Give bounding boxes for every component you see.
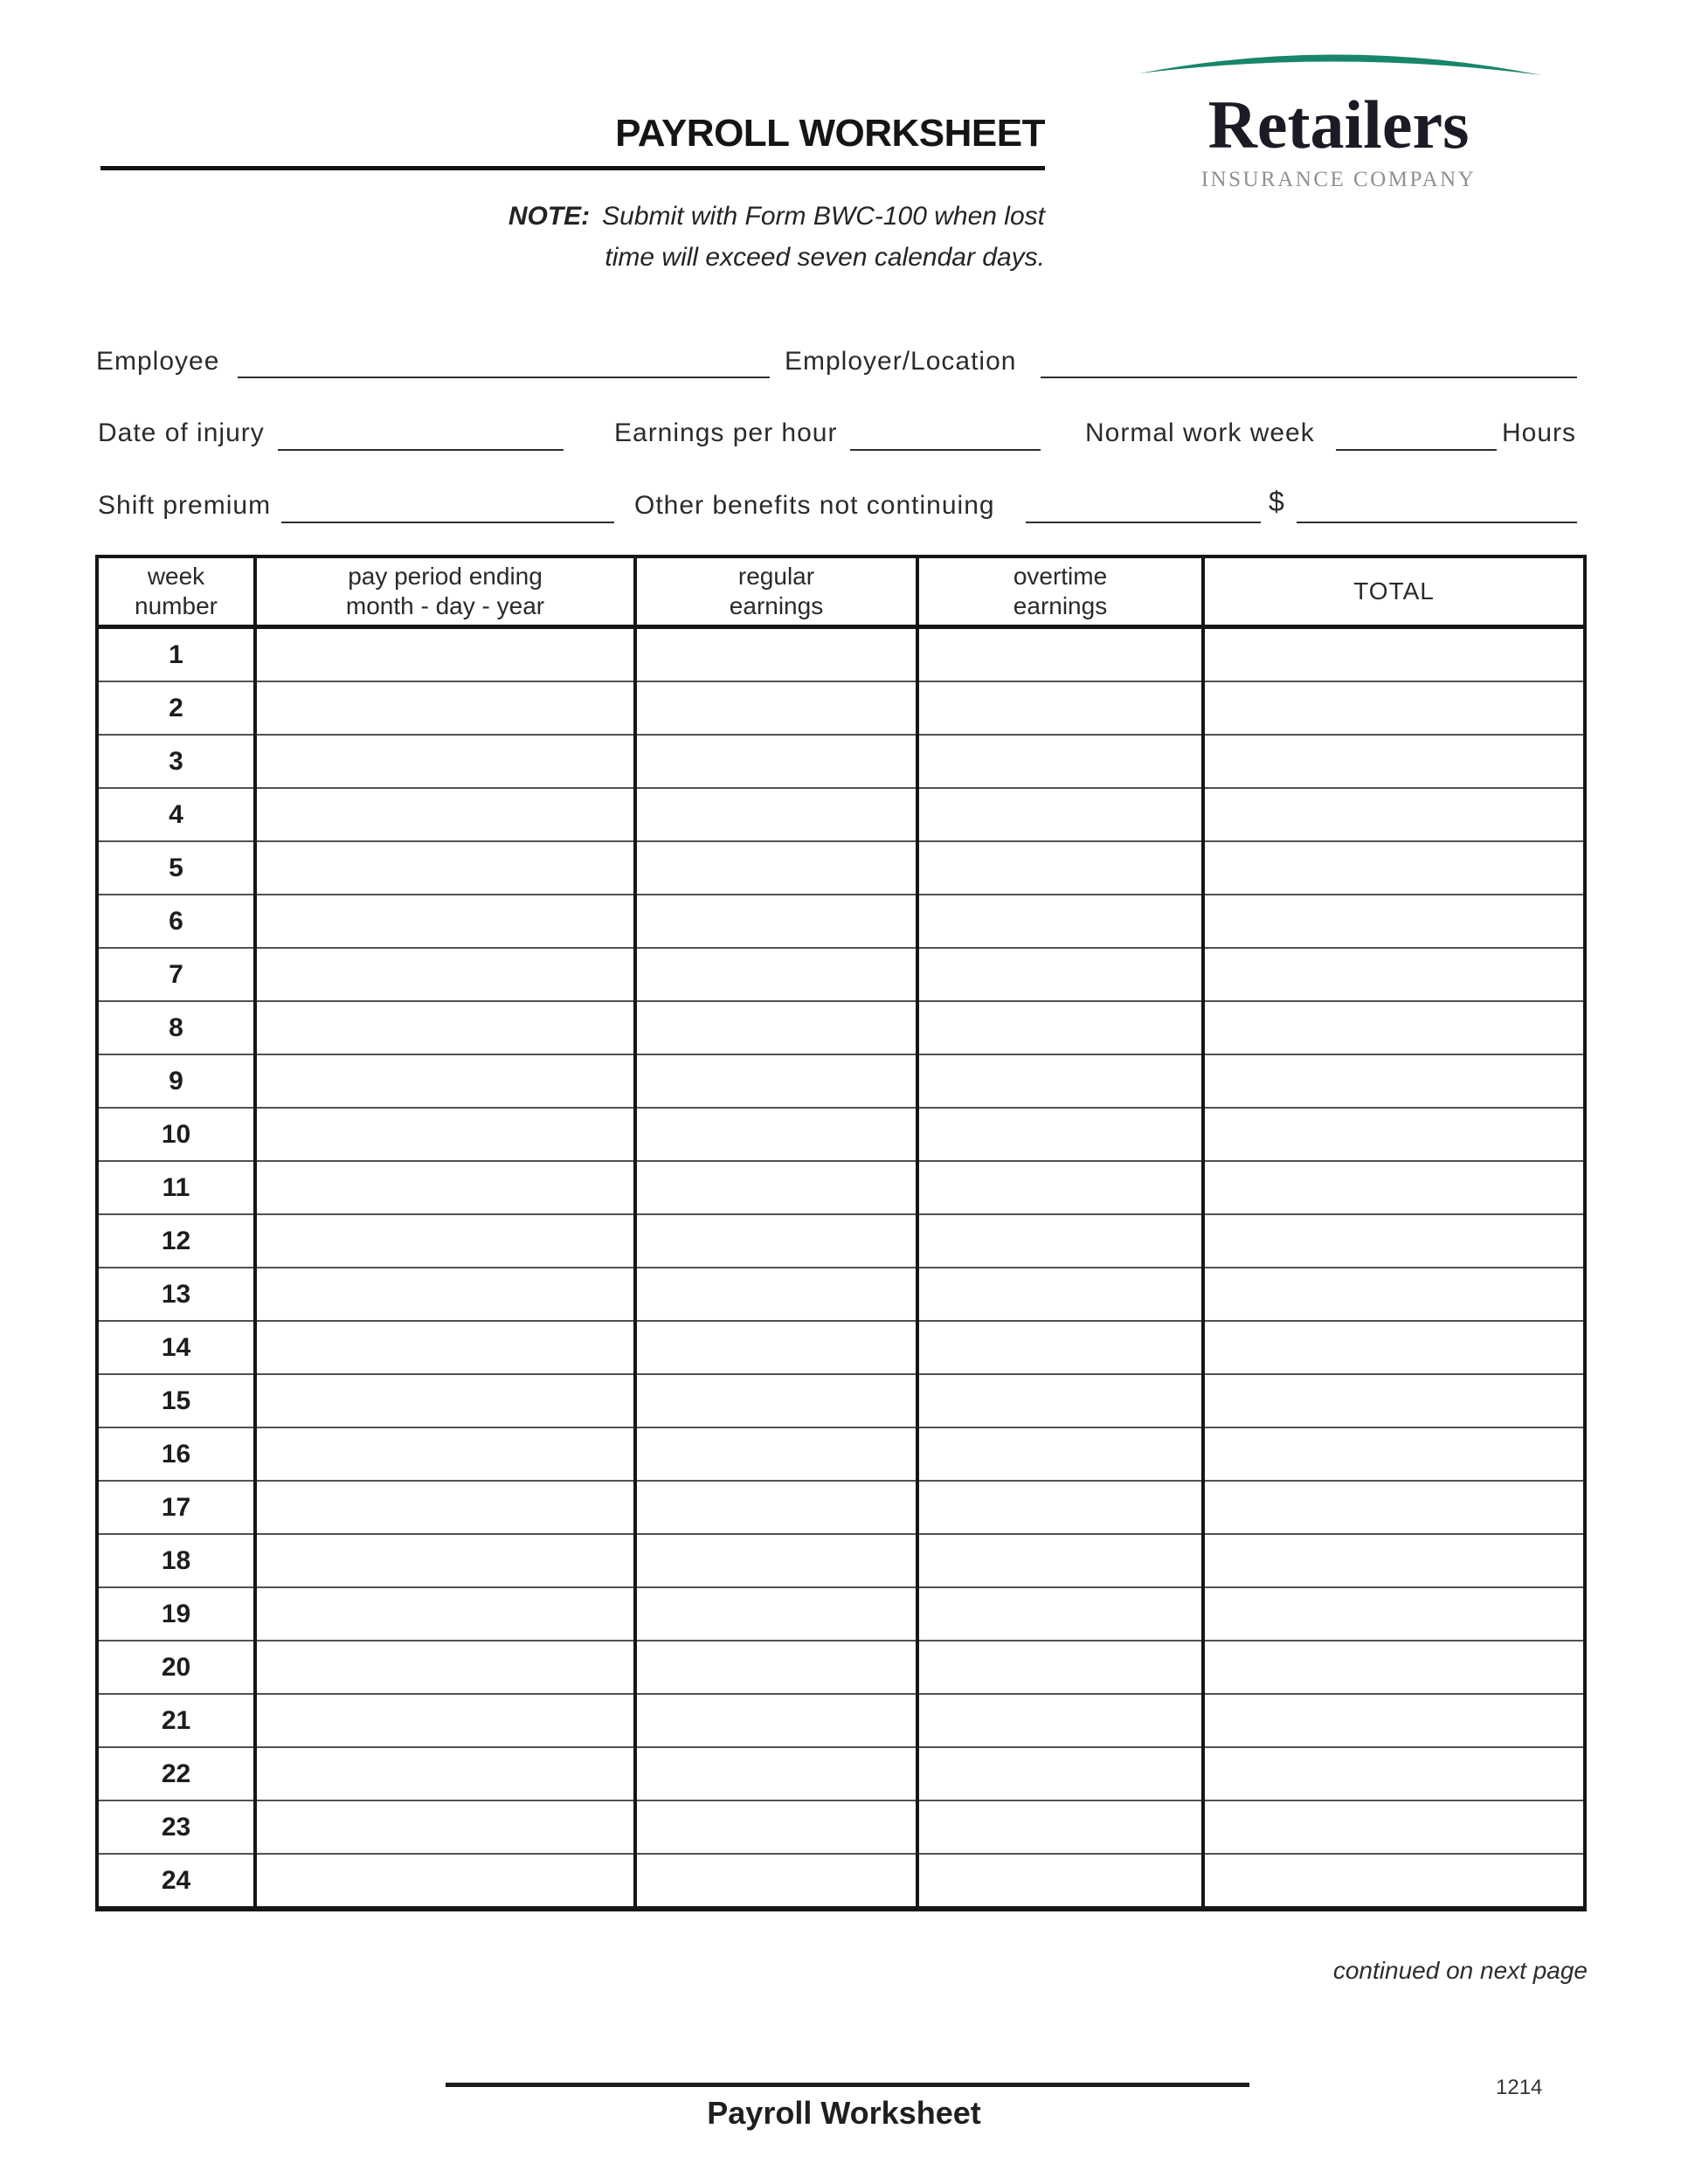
cell-overtime-earnings bbox=[917, 895, 1203, 948]
cell-regular-earnings bbox=[635, 1054, 917, 1108]
table-row bbox=[97, 1694, 1585, 1747]
footer-rule bbox=[446, 2083, 1249, 2087]
header-regular-line1: regular bbox=[737, 563, 815, 590]
cell-total bbox=[1203, 1001, 1585, 1054]
earnings-per-hour-blank bbox=[850, 449, 1041, 451]
cell-pay-period bbox=[255, 1108, 635, 1161]
table-row bbox=[97, 1534, 1585, 1587]
table-row bbox=[97, 841, 1585, 895]
date-of-injury-blank bbox=[278, 449, 564, 451]
table-row bbox=[97, 1054, 1585, 1108]
cell-total bbox=[1203, 788, 1585, 841]
cell-week: 3 bbox=[97, 735, 255, 788]
table-row bbox=[97, 1108, 1585, 1161]
cell-total bbox=[1203, 735, 1585, 788]
field-label-date-of-injury: Date of injury bbox=[98, 418, 265, 447]
cell-total bbox=[1203, 1321, 1585, 1374]
continued-note: continued on next page bbox=[1332, 1957, 1588, 1984]
cell-week: 4 bbox=[97, 788, 255, 841]
field-label-shift-premium: Shift premium bbox=[98, 491, 272, 520]
cell-pay-period bbox=[255, 1481, 635, 1534]
cell-total bbox=[1203, 1214, 1585, 1268]
header-week-line2: number bbox=[135, 592, 218, 619]
cell-total bbox=[1203, 948, 1585, 1001]
table-row bbox=[97, 1161, 1585, 1214]
header-pay-period bbox=[255, 556, 635, 627]
cell-regular-earnings bbox=[635, 1534, 917, 1587]
cell-total bbox=[1203, 1854, 1585, 1909]
cell-total bbox=[1203, 627, 1585, 682]
cell-overtime-earnings bbox=[917, 1481, 1203, 1534]
cell-total bbox=[1203, 1427, 1585, 1481]
table-row bbox=[97, 948, 1585, 1001]
table-row bbox=[97, 1587, 1585, 1641]
cell-total bbox=[1203, 841, 1585, 895]
table-row bbox=[97, 1268, 1585, 1321]
cell-pay-period bbox=[255, 1694, 635, 1747]
cell-pay-period bbox=[255, 1374, 635, 1427]
note bbox=[416, 196, 1045, 278]
cell-total bbox=[1203, 1054, 1585, 1108]
cell-regular-earnings bbox=[635, 627, 917, 682]
cell-regular-earnings bbox=[635, 1427, 917, 1481]
note-text-1: Submit with Form BWC-100 when lost bbox=[602, 202, 1045, 231]
note-label: NOTE: bbox=[508, 202, 591, 231]
cell-pay-period bbox=[255, 1641, 635, 1694]
table-row bbox=[97, 735, 1585, 788]
cell-total bbox=[1203, 1800, 1585, 1854]
table-row bbox=[97, 627, 1585, 682]
cell-total bbox=[1203, 1268, 1585, 1321]
cell-regular-earnings bbox=[635, 895, 917, 948]
header-overtime-earnings bbox=[917, 556, 1203, 627]
cell-total bbox=[1203, 1481, 1585, 1534]
cell-total bbox=[1203, 681, 1585, 735]
cell-pay-period bbox=[255, 681, 635, 735]
cell-week: 7 bbox=[97, 948, 255, 1001]
field-label-normal-work-week: Normal work week bbox=[1085, 418, 1315, 447]
field-label-employee: Employee bbox=[96, 347, 220, 376]
cell-week: 17 bbox=[97, 1481, 255, 1534]
table-row bbox=[97, 1641, 1585, 1694]
cell-week: 5 bbox=[97, 841, 255, 895]
note-line-1 bbox=[416, 196, 1045, 237]
table-body bbox=[97, 627, 1585, 1910]
table-row bbox=[97, 1214, 1585, 1268]
cell-overtime-earnings bbox=[917, 1321, 1203, 1374]
cell-week: 9 bbox=[97, 1054, 255, 1108]
cell-overtime-earnings bbox=[917, 735, 1203, 788]
header-period-line2: month - day - year bbox=[345, 592, 545, 619]
form-number: 1214 bbox=[1496, 2076, 1543, 2099]
cell-total bbox=[1203, 1587, 1585, 1641]
cell-week: 19 bbox=[97, 1587, 255, 1641]
cell-regular-earnings bbox=[635, 841, 917, 895]
cell-overtime-earnings bbox=[917, 1054, 1203, 1108]
cell-regular-earnings bbox=[635, 1854, 917, 1909]
cell-regular-earnings bbox=[635, 1108, 917, 1161]
table-row bbox=[97, 681, 1585, 735]
cell-pay-period bbox=[255, 841, 635, 895]
logo-company-subtitle: INSURANCE COMPANY bbox=[1200, 168, 1477, 191]
cell-regular-earnings bbox=[635, 1641, 917, 1694]
cell-pay-period bbox=[255, 895, 635, 948]
cell-week: 18 bbox=[97, 1534, 255, 1587]
cell-regular-earnings bbox=[635, 1800, 917, 1854]
cell-week: 1 bbox=[97, 627, 255, 682]
cell-overtime-earnings bbox=[917, 1747, 1203, 1800]
cell-week: 21 bbox=[97, 1694, 255, 1747]
other-benefits-blank bbox=[1026, 522, 1261, 523]
field-label-employer-location: Employer/Location bbox=[785, 347, 1017, 376]
cell-pay-period bbox=[255, 1534, 635, 1587]
cell-regular-earnings bbox=[635, 1268, 917, 1321]
cell-week: 11 bbox=[97, 1161, 255, 1214]
cell-week: 10 bbox=[97, 1108, 255, 1161]
table-row bbox=[97, 1321, 1585, 1374]
cell-regular-earnings bbox=[635, 1214, 917, 1268]
header-regular-earnings bbox=[635, 556, 917, 627]
header-week-number bbox=[97, 556, 255, 627]
cell-week: 16 bbox=[97, 1427, 255, 1481]
cell-overtime-earnings bbox=[917, 1161, 1203, 1214]
cell-overtime-earnings bbox=[917, 788, 1203, 841]
employer-location-blank bbox=[1041, 377, 1577, 378]
swoosh-icon bbox=[1139, 54, 1541, 75]
cell-overtime-earnings bbox=[917, 1641, 1203, 1694]
cell-overtime-earnings bbox=[917, 948, 1203, 1001]
cell-overtime-earnings bbox=[917, 681, 1203, 735]
table-row bbox=[97, 788, 1585, 841]
table-row bbox=[97, 895, 1585, 948]
cell-regular-earnings bbox=[635, 1374, 917, 1427]
table-row bbox=[97, 1800, 1585, 1854]
cell-week: 15 bbox=[97, 1374, 255, 1427]
cell-total bbox=[1203, 1374, 1585, 1427]
cell-pay-period bbox=[255, 735, 635, 788]
cell-pay-period bbox=[255, 948, 635, 1001]
page-title: PAYROLL WORKSHEET bbox=[615, 112, 1045, 155]
cell-total bbox=[1203, 1747, 1585, 1800]
table-row bbox=[97, 1374, 1585, 1427]
cell-overtime-earnings bbox=[917, 1800, 1203, 1854]
header-regular-line2: earnings bbox=[729, 592, 824, 619]
dollar-sign-label: $ bbox=[1269, 486, 1285, 517]
cell-total bbox=[1203, 895, 1585, 948]
cell-overtime-earnings bbox=[917, 1214, 1203, 1268]
cell-pay-period bbox=[255, 1268, 635, 1321]
cell-pay-period bbox=[255, 627, 635, 682]
dollar-amount-blank bbox=[1297, 522, 1577, 523]
cell-pay-period bbox=[255, 1747, 635, 1800]
cell-overtime-earnings bbox=[917, 1268, 1203, 1321]
field-label-other-benefits: Other benefits not continuing bbox=[634, 491, 995, 520]
cell-pay-period bbox=[255, 1321, 635, 1374]
shift-premium-blank bbox=[281, 522, 614, 523]
cell-total bbox=[1203, 1161, 1585, 1214]
header-period-line1: pay period ending bbox=[348, 563, 543, 590]
cell-pay-period bbox=[255, 1800, 635, 1854]
payroll-table bbox=[95, 555, 1587, 1911]
cell-week: 6 bbox=[97, 895, 255, 948]
cell-overtime-earnings bbox=[917, 627, 1203, 682]
cell-regular-earnings bbox=[635, 1481, 917, 1534]
field-label-hours: Hours bbox=[1502, 418, 1577, 447]
cell-regular-earnings bbox=[635, 681, 917, 735]
cell-regular-earnings bbox=[635, 1001, 917, 1054]
header-total: TOTAL bbox=[1203, 556, 1585, 627]
cell-regular-earnings bbox=[635, 948, 917, 1001]
cell-overtime-earnings bbox=[917, 1694, 1203, 1747]
footer-title: Payroll Worksheet bbox=[707, 2095, 981, 2131]
table-row bbox=[97, 1427, 1585, 1481]
cell-overtime-earnings bbox=[917, 1427, 1203, 1481]
normal-work-week-blank bbox=[1336, 449, 1497, 451]
table-header-row bbox=[97, 556, 1585, 627]
header-overtime-line2: earnings bbox=[1013, 592, 1108, 619]
cell-week: 2 bbox=[97, 681, 255, 735]
cell-total bbox=[1203, 1641, 1585, 1694]
logo-company-name: Retailers bbox=[1207, 86, 1470, 162]
table-row bbox=[97, 1854, 1585, 1909]
cell-overtime-earnings bbox=[917, 1108, 1203, 1161]
cell-pay-period bbox=[255, 1854, 635, 1909]
cell-total bbox=[1203, 1694, 1585, 1747]
cell-overtime-earnings bbox=[917, 1374, 1203, 1427]
cell-pay-period bbox=[255, 1001, 635, 1054]
table-row bbox=[97, 1001, 1585, 1054]
cell-week: 8 bbox=[97, 1001, 255, 1054]
cell-regular-earnings bbox=[635, 1694, 917, 1747]
cell-week: 24 bbox=[97, 1854, 255, 1909]
table-row bbox=[97, 1481, 1585, 1534]
cell-week: 20 bbox=[97, 1641, 255, 1694]
cell-overtime-earnings bbox=[917, 1534, 1203, 1587]
cell-week: 12 bbox=[97, 1214, 255, 1268]
cell-total bbox=[1203, 1534, 1585, 1587]
note-text-2: time will exceed seven calendar days. bbox=[605, 243, 1045, 272]
cell-overtime-earnings bbox=[917, 1001, 1203, 1054]
title-rule bbox=[100, 166, 1045, 170]
header-overtime-line1: overtime bbox=[1013, 563, 1108, 590]
cell-regular-earnings bbox=[635, 1747, 917, 1800]
cell-pay-period bbox=[255, 1214, 635, 1268]
cell-regular-earnings bbox=[635, 1587, 917, 1641]
cell-week: 22 bbox=[97, 1747, 255, 1800]
cell-week: 13 bbox=[97, 1268, 255, 1321]
header-week-line1: week bbox=[147, 563, 205, 590]
cell-overtime-earnings bbox=[917, 1587, 1203, 1641]
cell-pay-period bbox=[255, 788, 635, 841]
cell-overtime-earnings bbox=[917, 841, 1203, 895]
cell-regular-earnings bbox=[635, 1321, 917, 1374]
cell-pay-period bbox=[255, 1427, 635, 1481]
cell-total bbox=[1203, 1108, 1585, 1161]
employee-blank bbox=[238, 377, 770, 378]
cell-regular-earnings bbox=[635, 1161, 917, 1214]
logo-arc-icon bbox=[1136, 35, 1545, 79]
cell-pay-period bbox=[255, 1587, 635, 1641]
field-label-earnings-per-hour: Earnings per hour bbox=[614, 418, 838, 447]
cell-pay-period bbox=[255, 1161, 635, 1214]
cell-pay-period bbox=[255, 1054, 635, 1108]
cell-regular-earnings bbox=[635, 735, 917, 788]
cell-regular-earnings bbox=[635, 788, 917, 841]
cell-week: 14 bbox=[97, 1321, 255, 1374]
table-row bbox=[97, 1747, 1585, 1800]
cell-overtime-earnings bbox=[917, 1854, 1203, 1909]
cell-week: 23 bbox=[97, 1800, 255, 1854]
